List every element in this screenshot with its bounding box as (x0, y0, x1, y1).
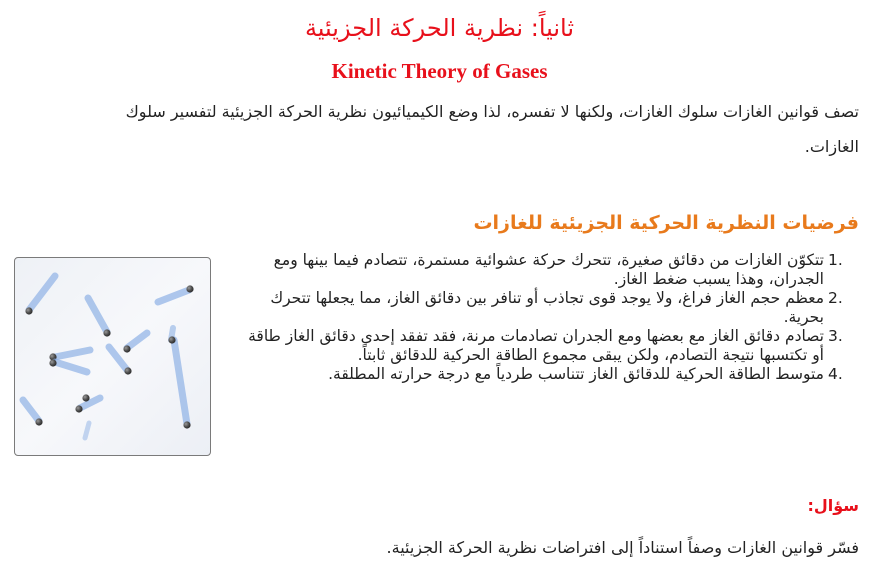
particle (88, 298, 111, 337)
title-arabic: ثانياً: نظرية الحركة الجزيئية (304, 14, 575, 42)
hypothesis-number: 1. (828, 251, 843, 269)
hypothesis-text: متوسط الطاقة الحركية للدقائق الغاز تتناسب طردياً مع درجة حرارته المطلقة. (328, 365, 824, 383)
hypotheses-list (239, 251, 843, 384)
particle (158, 285, 194, 302)
hypothesis-number: 3. (828, 327, 843, 345)
question-heading: سؤال: (807, 496, 859, 515)
hypothesis-item (239, 289, 843, 327)
particle (25, 276, 55, 315)
title-english: Kinetic Theory of Gases (331, 59, 548, 83)
section-heading: فرضيات النظرية الحركية الجزيئية للغازات (473, 212, 859, 234)
hypothesis-item (239, 365, 843, 384)
hypothesis-text: تصادم دقائق الغاز مع بعضها ومع الجدران تصادمات مرنة، فقد تفقد إحدى دقائق الغاز طاقة أو تكتسبها نتيجة التصادم، ولكن يبقى مجموع الطاقة الحركية للدقائق ثابتاً. (248, 327, 824, 364)
gas-particles-diagram (14, 257, 211, 456)
question-text: فسّر قوانين الغازات وصفاً استناداً إلى افتراضات نظرية الحركة الجزيئية. (386, 538, 859, 557)
particle (174, 340, 191, 429)
particle (23, 400, 43, 426)
particle (168, 328, 175, 344)
hypothesis-number: 4. (828, 365, 843, 383)
particle (123, 333, 147, 353)
hypothesis-text: معظم حجم الغاز فراغ، ولا يوجد قوى تجاذب أو تنافر بين دقائق الغاز، مما يجعلها تتحرك بحرية. (270, 289, 824, 326)
particle (49, 359, 87, 372)
intro-paragraph: تصف قوانين الغازات سلوك الغازات، ولكنها لا تفسره، لذا وضع الكيميائيون نظرية الحركة الجزيئية لتفسير سلوك الغازات. (125, 102, 859, 156)
gas-particles-svg (15, 258, 209, 454)
hypothesis-number: 2. (828, 289, 843, 307)
hypothesis-item (239, 251, 843, 289)
hypothesis-item (239, 327, 843, 365)
hypothesis-text: تتكوّن الغازات من دقائق صغيرة، تتحرك حركة عشوائية مستمرة، تتصادم فيما بينها ومع الجدران، وهذا يسبب ضغط الغاز. (273, 251, 824, 288)
